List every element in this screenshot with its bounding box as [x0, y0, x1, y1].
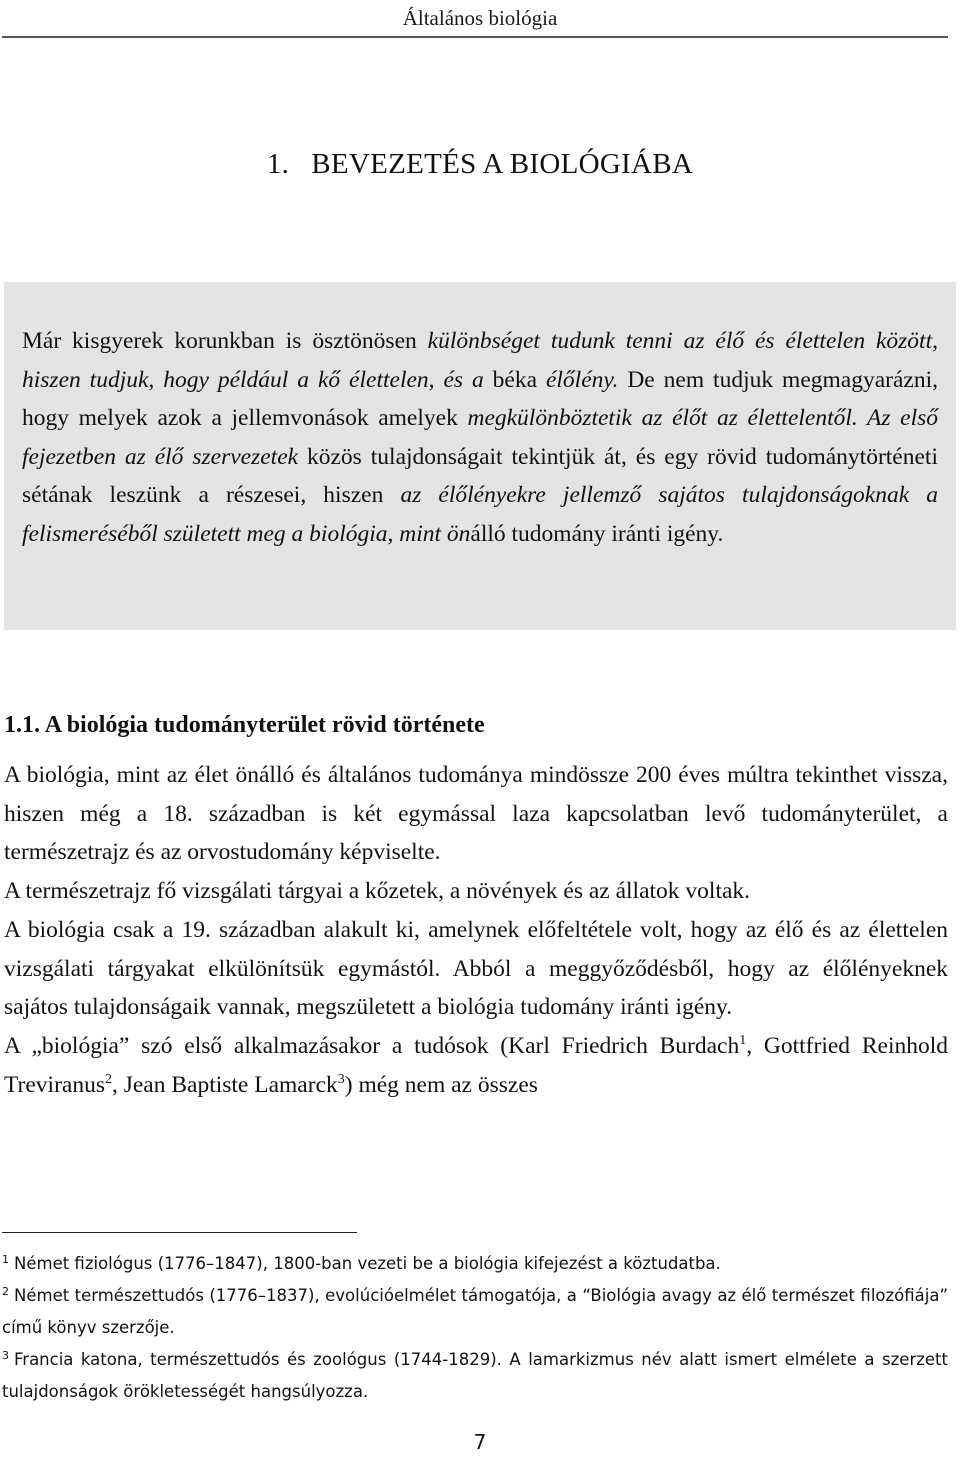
footnote [2, 1248, 948, 1280]
footnote [2, 1280, 948, 1344]
footnote [2, 1344, 948, 1408]
footnote-text: Német fiziológus (1776–1847), 1800-ban vezeti be a biológia kifejezést a köztudatba. [14, 1254, 721, 1273]
intro-seg: béka [483, 366, 546, 393]
body-text-run: A „biológia” szó első alkalmazásakor a tudósok (Karl Friedrich Burdach [4, 1032, 740, 1059]
footnote-ref[interactable]: 3 [337, 1071, 345, 1087]
body-text-run: ) még nem az összes [344, 1071, 538, 1098]
chapter-number: 1. [266, 148, 290, 180]
chapter-title-text: BEVEZETÉS A BIOLÓGIÁBA [311, 148, 694, 180]
body-text [4, 756, 948, 1104]
body-paragraph: A biológia csak a 19. században alakult ki, amelynek előfeltétele volt, hogy az élő és az élettelen vizsgálati tárgyakat elkülönítsük egymástól. Abból a meggyőződésből, hogy az élőlényeknek sajátos tulajdonságaik vannak, megszületett a biológia tudomány iránti igény. [4, 916, 948, 1021]
intro-seg: álló tudomány iránti igény. [470, 520, 724, 547]
header-divider [2, 36, 948, 38]
section-number: 1.1. [4, 712, 40, 738]
running-header: Általános biológia [402, 6, 558, 30]
body-paragraph: A biológia, mint az élet önálló és általános tudománya mindössze 200 éves múltra tekinthet vissza, hiszen még a 18. században is két egymással laza kapcsolatban levő tudományterület, a természetrajz és az orvostudomány képviselte. [4, 762, 948, 866]
intro-seg-italic: az élőlényekre jellemző sajátos tulajdonságoknak a felismeréséből született meg a biológia, mint ön [22, 482, 938, 547]
footnote-ref[interactable]: 2 [104, 1071, 112, 1087]
intro-seg-italic: élőlény. [545, 366, 619, 393]
body-paragraph [4, 1027, 948, 1104]
body-text-run: , Gottfried Reinhold Treviranus [4, 1032, 949, 1098]
body-text-run: , Jean Baptiste Lamarck [111, 1071, 338, 1098]
section-heading [4, 707, 944, 743]
page-number: 7 [473, 1430, 487, 1454]
body-paragraph: A természetrajz fő vizsgálati tárgyai a kőzetek, a növények és az állatok voltak. [4, 878, 751, 905]
section-title-text: A biológia tudományterület rövid története [44, 712, 485, 738]
intro-seg-italic: megkülönböztetik az élőt az élettelentől. Az első fejezetben az élő szervezetek [22, 405, 938, 470]
footnote-text: Német természettudós (1776–1837), evolúcióelmélet támogatója, a “Biológia avagy az élő természet filozófiája” című könyv szerzője. [2, 1286, 948, 1337]
footnote-number: 3 [2, 1348, 9, 1362]
footnote-divider [2, 1232, 357, 1233]
footnotes [2, 1248, 948, 1408]
chapter-title [0, 142, 960, 186]
footnote-ref[interactable]: 1 [739, 1033, 747, 1049]
footnote-number: 1 [2, 1252, 9, 1266]
intro-seg: De nem tudjuk megmagyarázni, hogy melyek azok a jellemvonások amelyek [22, 366, 938, 432]
intro-paragraph [22, 322, 938, 554]
footnote-text: Francia katona, természettudós és zoológus (1744-1829). A lamarkizmus név alatt ismert elmélete a szerzett tulajdonságok örökletességét hangsúlyozza. [2, 1350, 948, 1401]
footnote-number: 2 [2, 1284, 9, 1298]
intro-seg: Már kisgyerek korunkban is ösztönösen [22, 328, 428, 354]
intro-seg: közös tulajdonságait tekintjük át, és egy rövid tudománytörténeti sétának leszünk a részesei, hiszen [22, 443, 938, 509]
intro-seg-italic: különbséget tudunk tenni az élő és élettelen között, hiszen tudjuk, hogy például a kő élettelen, és a [22, 328, 938, 393]
